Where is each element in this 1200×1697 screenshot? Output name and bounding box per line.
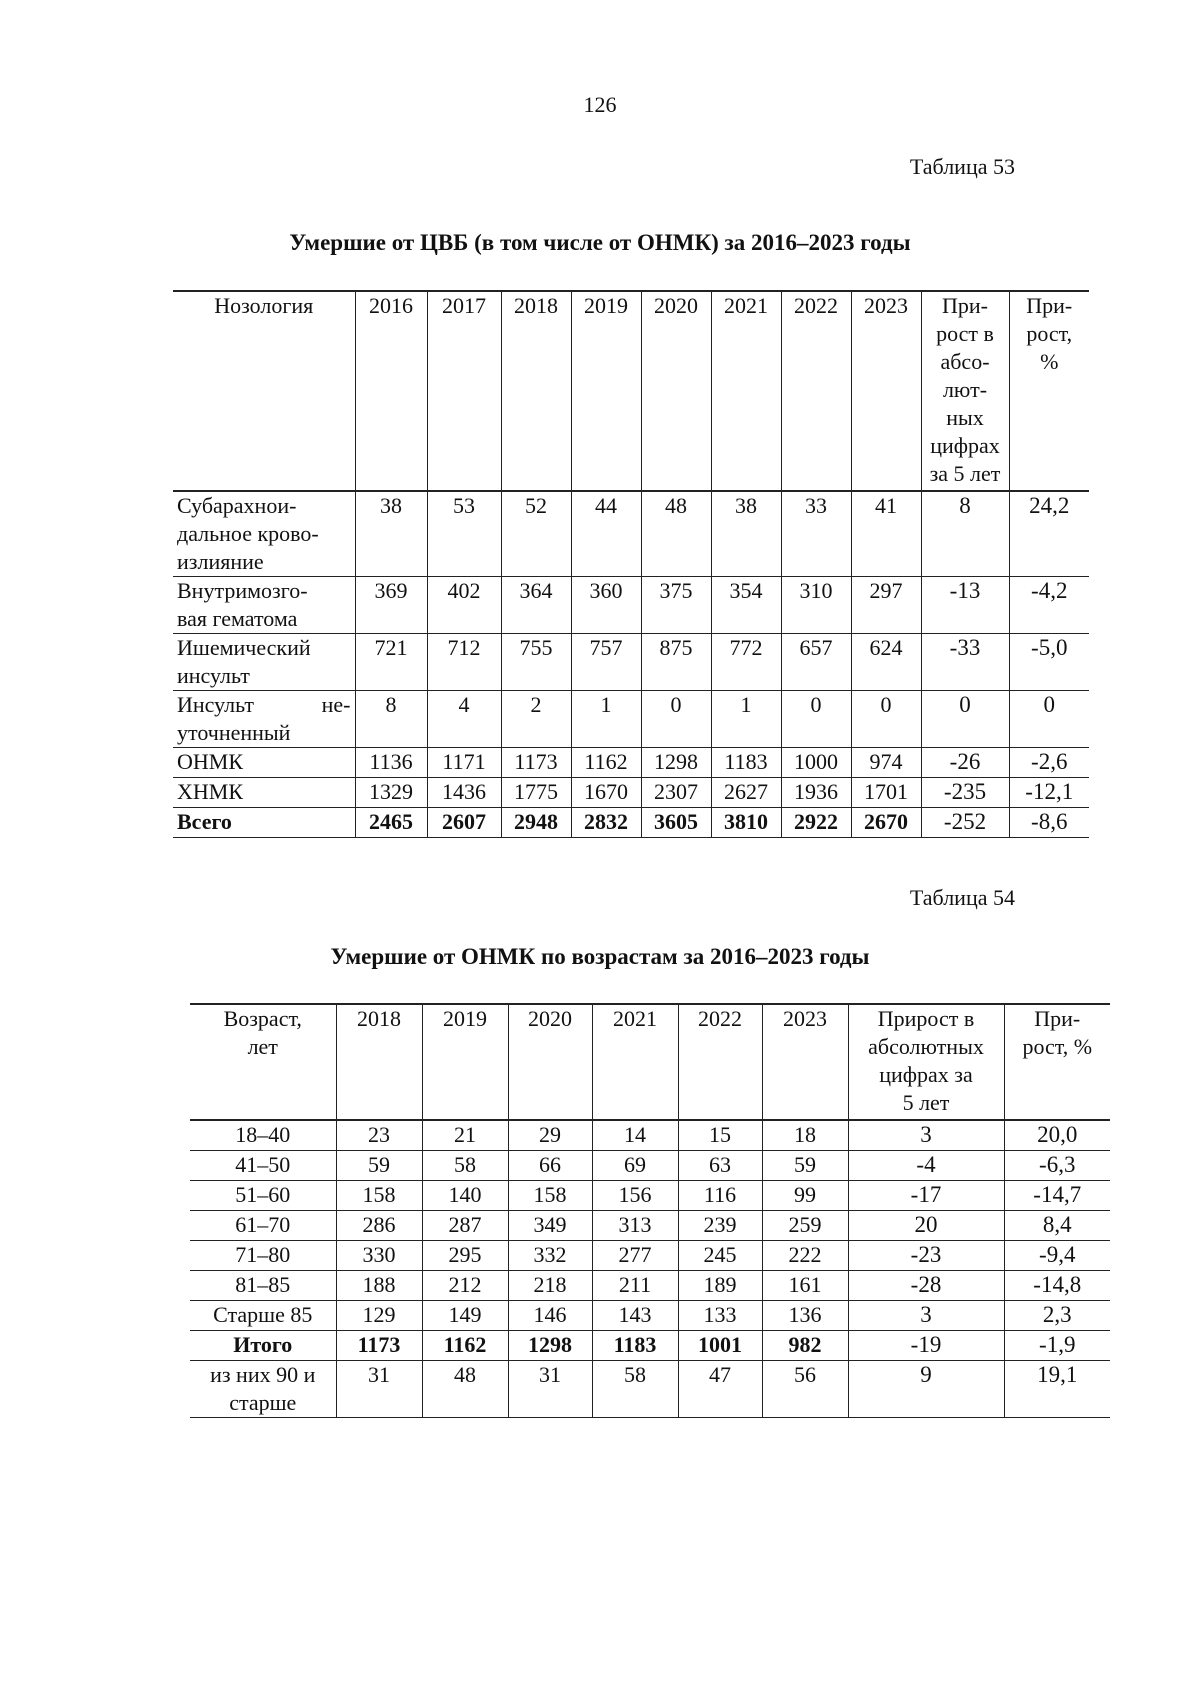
table-cell: 3 [848,1120,1004,1150]
table-cell: 116 [678,1180,762,1210]
table-cell: 3605 [641,808,711,838]
table53-header-9: При- рост в абсо- лют- ных цифрах за 5 лет [921,291,1009,491]
table53-header-8: 2023 [851,291,921,491]
table-54-header-row [190,1004,1110,1120]
table-cell: 375 [641,577,711,634]
table54-header-2: 2019 [422,1004,508,1120]
table-row [173,748,1089,778]
table-row [173,778,1089,808]
table53-header-5: 2020 [641,291,711,491]
table-cell: 18 [762,1120,848,1150]
table-row [173,808,1089,838]
table-cell: 2670 [851,808,921,838]
table-cell: 140 [422,1180,508,1210]
table-cell: -5,0 [1009,634,1089,691]
table-cell: 1775 [501,778,571,808]
table-cell: 48 [641,491,711,577]
table-cell: -252 [921,808,1009,838]
table-row [190,1240,1110,1270]
table-row [190,1120,1110,1150]
table-cell: 218 [508,1270,592,1300]
table-cell: 1436 [427,778,501,808]
table-cell: 58 [422,1150,508,1180]
table-cell: 1701 [851,778,921,808]
page-number: 126 [583,92,617,117]
table-cell: 158 [508,1180,592,1210]
row-label: 81–85 [190,1270,336,1300]
table-54 [190,1003,1110,1418]
table-cell: 1183 [592,1330,678,1360]
row-label: Ишемический инсульт [173,634,355,691]
row-label: ОНМК [173,748,355,778]
table-cell: 1329 [355,778,427,808]
table53-header-2: 2017 [427,291,501,491]
table-cell: 33 [781,491,851,577]
table-cell: 1 [571,691,641,748]
row-label: Всего [173,808,355,838]
row-label: Субарахнои- дальное крово- излияние [173,491,355,577]
table-cell: 29 [508,1120,592,1150]
table-cell: 313 [592,1210,678,1240]
table-cell: 48 [422,1360,508,1417]
row-label: 61–70 [190,1210,336,1240]
table-cell: 721 [355,634,427,691]
table-cell: 136 [762,1300,848,1330]
table-cell: 143 [592,1300,678,1330]
table-cell: 44 [571,491,641,577]
table-cell: 1173 [336,1330,422,1360]
table-53-body [173,491,1089,838]
table-cell: 38 [711,491,781,577]
table-cell: 1000 [781,748,851,778]
table-row [173,577,1089,634]
table-cell: -235 [921,778,1009,808]
table53-header-10: При- рост, % [1009,291,1089,491]
table-cell: 1670 [571,778,641,808]
table-cell: 1 [711,691,781,748]
row-label: Внутримозго- вая гематома [173,577,355,634]
table-cell: -2,6 [1009,748,1089,778]
table-cell: 2832 [571,808,641,838]
table-row [190,1330,1110,1360]
table-cell: 2,3 [1004,1300,1110,1330]
row-label: ХНМК [173,778,355,808]
table-cell: 402 [427,577,501,634]
table-cell: 158 [336,1180,422,1210]
table-cell: 146 [508,1300,592,1330]
table-53-title: Умершие от ЦВБ (в том числе от ОНМК) за 2016–2023 годы [289,230,911,255]
table-cell: 20 [848,1210,1004,1240]
table-cell: 38 [355,491,427,577]
table-row [190,1270,1110,1300]
row-label: 51–60 [190,1180,336,1210]
table-54-caption: Таблица 54 [909,885,1015,910]
table-53-caption: Таблица 53 [909,154,1015,179]
row-label: Старше 85 [190,1300,336,1330]
table-cell: 875 [641,634,711,691]
table-cell: 1936 [781,778,851,808]
table-cell: 133 [678,1300,762,1330]
table-cell: 245 [678,1240,762,1270]
table-cell: 20,0 [1004,1120,1110,1150]
table53-header-1: 2016 [355,291,427,491]
table-cell: 2465 [355,808,427,838]
table-row [190,1210,1110,1240]
table-cell: 330 [336,1240,422,1270]
table-cell: 58 [592,1360,678,1417]
table-cell: 9 [848,1360,1004,1417]
table-cell: 755 [501,634,571,691]
table-cell: 1136 [355,748,427,778]
table54-header-7: Прирост в абсолютных цифрах за 5 лет [848,1004,1004,1120]
table-cell: 1173 [501,748,571,778]
table-cell: 349 [508,1210,592,1240]
table-cell: 360 [571,577,641,634]
table-cell: 56 [762,1360,848,1417]
table-cell: 69 [592,1150,678,1180]
table-cell: -1,9 [1004,1330,1110,1360]
table-cell: -19 [848,1330,1004,1360]
table-cell: 66 [508,1150,592,1180]
table-cell: 52 [501,491,571,577]
table-cell: 211 [592,1270,678,1300]
table-cell: 2607 [427,808,501,838]
table-cell: 259 [762,1210,848,1240]
table-53-header-row [173,291,1089,491]
table-row [173,491,1089,577]
table-cell: 1162 [571,748,641,778]
table-cell: -17 [848,1180,1004,1210]
table54-header-4: 2021 [592,1004,678,1120]
table-cell: 24,2 [1009,491,1089,577]
table-cell: 189 [678,1270,762,1300]
table-cell: -4,2 [1009,577,1089,634]
table-cell: 41 [851,491,921,577]
table-cell: 59 [336,1150,422,1180]
table-cell: 757 [571,634,641,691]
table-cell: 2307 [641,778,711,808]
table54-header-1: 2018 [336,1004,422,1120]
table-cell: 129 [336,1300,422,1330]
table-cell: 1162 [422,1330,508,1360]
table-cell: 0 [1009,691,1089,748]
table-cell: 1183 [711,748,781,778]
table-cell: 47 [678,1360,762,1417]
table-cell: 4 [427,691,501,748]
table-cell: 1171 [427,748,501,778]
table-cell: 161 [762,1270,848,1300]
table-cell: 310 [781,577,851,634]
row-label: Инсульт не- уточненный [173,691,355,748]
table-cell: -33 [921,634,1009,691]
table-cell: 19,1 [1004,1360,1110,1417]
table-cell: 0 [781,691,851,748]
table-cell: -23 [848,1240,1004,1270]
row-label: 18–40 [190,1120,336,1150]
table-cell: 2627 [711,778,781,808]
table53-header-0: Нозология [173,291,355,491]
table-cell: 277 [592,1240,678,1270]
table-cell: 59 [762,1150,848,1180]
table-cell: -28 [848,1270,1004,1300]
table-cell: 0 [851,691,921,748]
table-cell: 657 [781,634,851,691]
table54-header-3: 2020 [508,1004,592,1120]
table-cell: 712 [427,634,501,691]
table-cell: 369 [355,577,427,634]
row-label: Итого [190,1330,336,1360]
table-cell: 149 [422,1300,508,1330]
table-cell: 974 [851,748,921,778]
table-cell: 188 [336,1270,422,1300]
table-cell: 354 [711,577,781,634]
table-cell: -6,3 [1004,1150,1110,1180]
table-row [173,634,1089,691]
table-cell: -4 [848,1150,1004,1180]
table-cell: -8,6 [1009,808,1089,838]
table-53 [173,290,1089,838]
table-cell: 63 [678,1150,762,1180]
table-cell: 1298 [508,1330,592,1360]
table-row [173,691,1089,748]
table-cell: 99 [762,1180,848,1210]
table-cell: 2948 [501,808,571,838]
table-cell: 15 [678,1120,762,1150]
table-cell: -26 [921,748,1009,778]
table-row [190,1360,1110,1417]
table-cell: -9,4 [1004,1240,1110,1270]
table-54-body [190,1120,1110,1417]
table-cell: -12,1 [1009,778,1089,808]
table54-header-8: При- рост, % [1004,1004,1110,1120]
table-cell: 624 [851,634,921,691]
table54-header-6: 2023 [762,1004,848,1120]
table53-header-7: 2022 [781,291,851,491]
table-cell: 239 [678,1210,762,1240]
table54-header-0: Возраст, лет [190,1004,336,1120]
table-cell: 31 [508,1360,592,1417]
table-cell: 287 [422,1210,508,1240]
table-row [190,1150,1110,1180]
table-54-title: Умершие от ОНМК по возрастам за 2016–2023 годы [330,944,870,969]
table53-header-4: 2019 [571,291,641,491]
table-cell: 295 [422,1240,508,1270]
table-cell: 364 [501,577,571,634]
row-label: из них 90 и старше [190,1360,336,1417]
table53-header-6: 2021 [711,291,781,491]
table-cell: 1001 [678,1330,762,1360]
table53-header-3: 2018 [501,291,571,491]
table-cell: 31 [336,1360,422,1417]
table-cell: 8 [921,491,1009,577]
table-cell: 2 [501,691,571,748]
table-cell: 21 [422,1120,508,1150]
table-row [190,1180,1110,1210]
table-cell: -13 [921,577,1009,634]
table-cell: 2922 [781,808,851,838]
table-cell: 8 [355,691,427,748]
table-cell: 0 [641,691,711,748]
table-cell: 286 [336,1210,422,1240]
table-cell: 222 [762,1240,848,1270]
table54-header-5: 2022 [678,1004,762,1120]
table-cell: 8,4 [1004,1210,1110,1240]
table-cell: 53 [427,491,501,577]
table-cell: 14 [592,1120,678,1150]
table-row [190,1300,1110,1330]
table-cell: 212 [422,1270,508,1300]
table-cell: 297 [851,577,921,634]
table-cell: -14,7 [1004,1180,1110,1210]
table-cell: 156 [592,1180,678,1210]
table-cell: 332 [508,1240,592,1270]
table-cell: 772 [711,634,781,691]
table-cell: 982 [762,1330,848,1360]
table-cell: 3 [848,1300,1004,1330]
row-label: 71–80 [190,1240,336,1270]
table-cell: -14,8 [1004,1270,1110,1300]
table-cell: 3810 [711,808,781,838]
row-label: 41–50 [190,1150,336,1180]
table-cell: 0 [921,691,1009,748]
table-cell: 1298 [641,748,711,778]
table-cell: 23 [336,1120,422,1150]
